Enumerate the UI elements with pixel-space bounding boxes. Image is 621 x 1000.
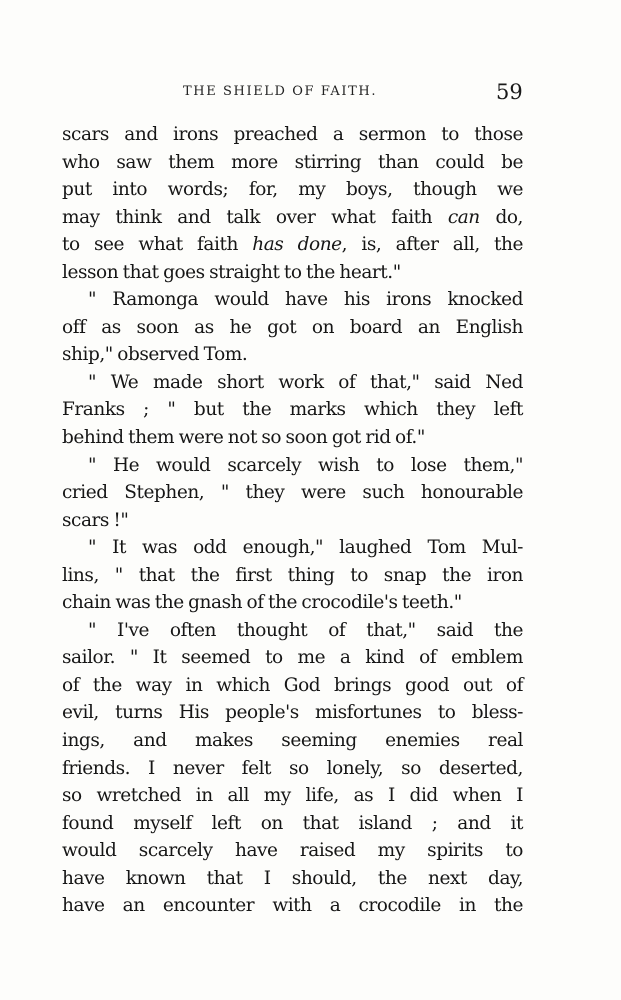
text-line: friends. I never felt so lonely, so deserted,: [62, 757, 523, 779]
text-line: " I've often thought of that," said the: [88, 619, 523, 641]
text-line: lesson that goes straight to the heart.": [62, 261, 401, 283]
text-line: off as soon as he got on board an English: [62, 316, 523, 338]
text-line: may think and talk over what faith can do,: [62, 206, 523, 228]
text-line: scars !": [62, 509, 129, 531]
running-title: THE SHIELD OF FAITH.: [183, 84, 378, 99]
text-line: ings, and makes seeming enemies real: [62, 730, 523, 752]
text-line: lins, " that the first thing to snap the iron: [62, 564, 523, 586]
italic-has-done: has done: [252, 234, 342, 256]
text-line: " He would scarcely wish to lose them,": [88, 454, 523, 476]
italic-can: can: [447, 206, 480, 228]
text-line: " We made short work of that," said Ned: [88, 371, 523, 393]
text-line: would scarcely have raised my spirits to: [62, 840, 523, 862]
body-text: [62, 121, 523, 920]
text-line: chain was the gnash of the crocodile's teeth.": [62, 592, 462, 614]
text-line: who saw them more stirring than could be: [62, 151, 523, 173]
text-line: cried Stephen, " they were such honourable: [62, 482, 523, 504]
text-line: Franks ; " but the marks which they left: [62, 399, 523, 421]
page-number: 59: [496, 80, 523, 104]
text-line: put into words; for, my boys, though we: [62, 179, 523, 201]
text-line: so wretched in all my life, as I did when I: [62, 785, 523, 807]
text-line: have known that I should, the next day,: [62, 867, 523, 889]
text-line: found myself left on that island ; and it: [62, 812, 523, 834]
text-line: " It was odd enough," laughed Tom Mul-: [88, 537, 523, 559]
text-line: behind them were not so soon got rid of.": [62, 427, 425, 449]
text-line: scars and irons preached a sermon to those: [62, 124, 523, 145]
running-head: [0, 80, 621, 106]
text-line: " Ramonga would have his irons knocked: [88, 289, 523, 311]
text-line: to see what faith has done, is, after all, the: [62, 234, 523, 256]
text-line: evil, turns His people's misfortunes to bless-: [62, 702, 523, 724]
text-line: sailor. " It seemed to me a kind of emblem: [62, 647, 523, 669]
text-line: have an encounter with a crocodile in the: [62, 895, 523, 917]
text-line: of the way in which God brings good out of: [62, 674, 523, 696]
text-line: ship," observed Tom.: [62, 344, 248, 366]
